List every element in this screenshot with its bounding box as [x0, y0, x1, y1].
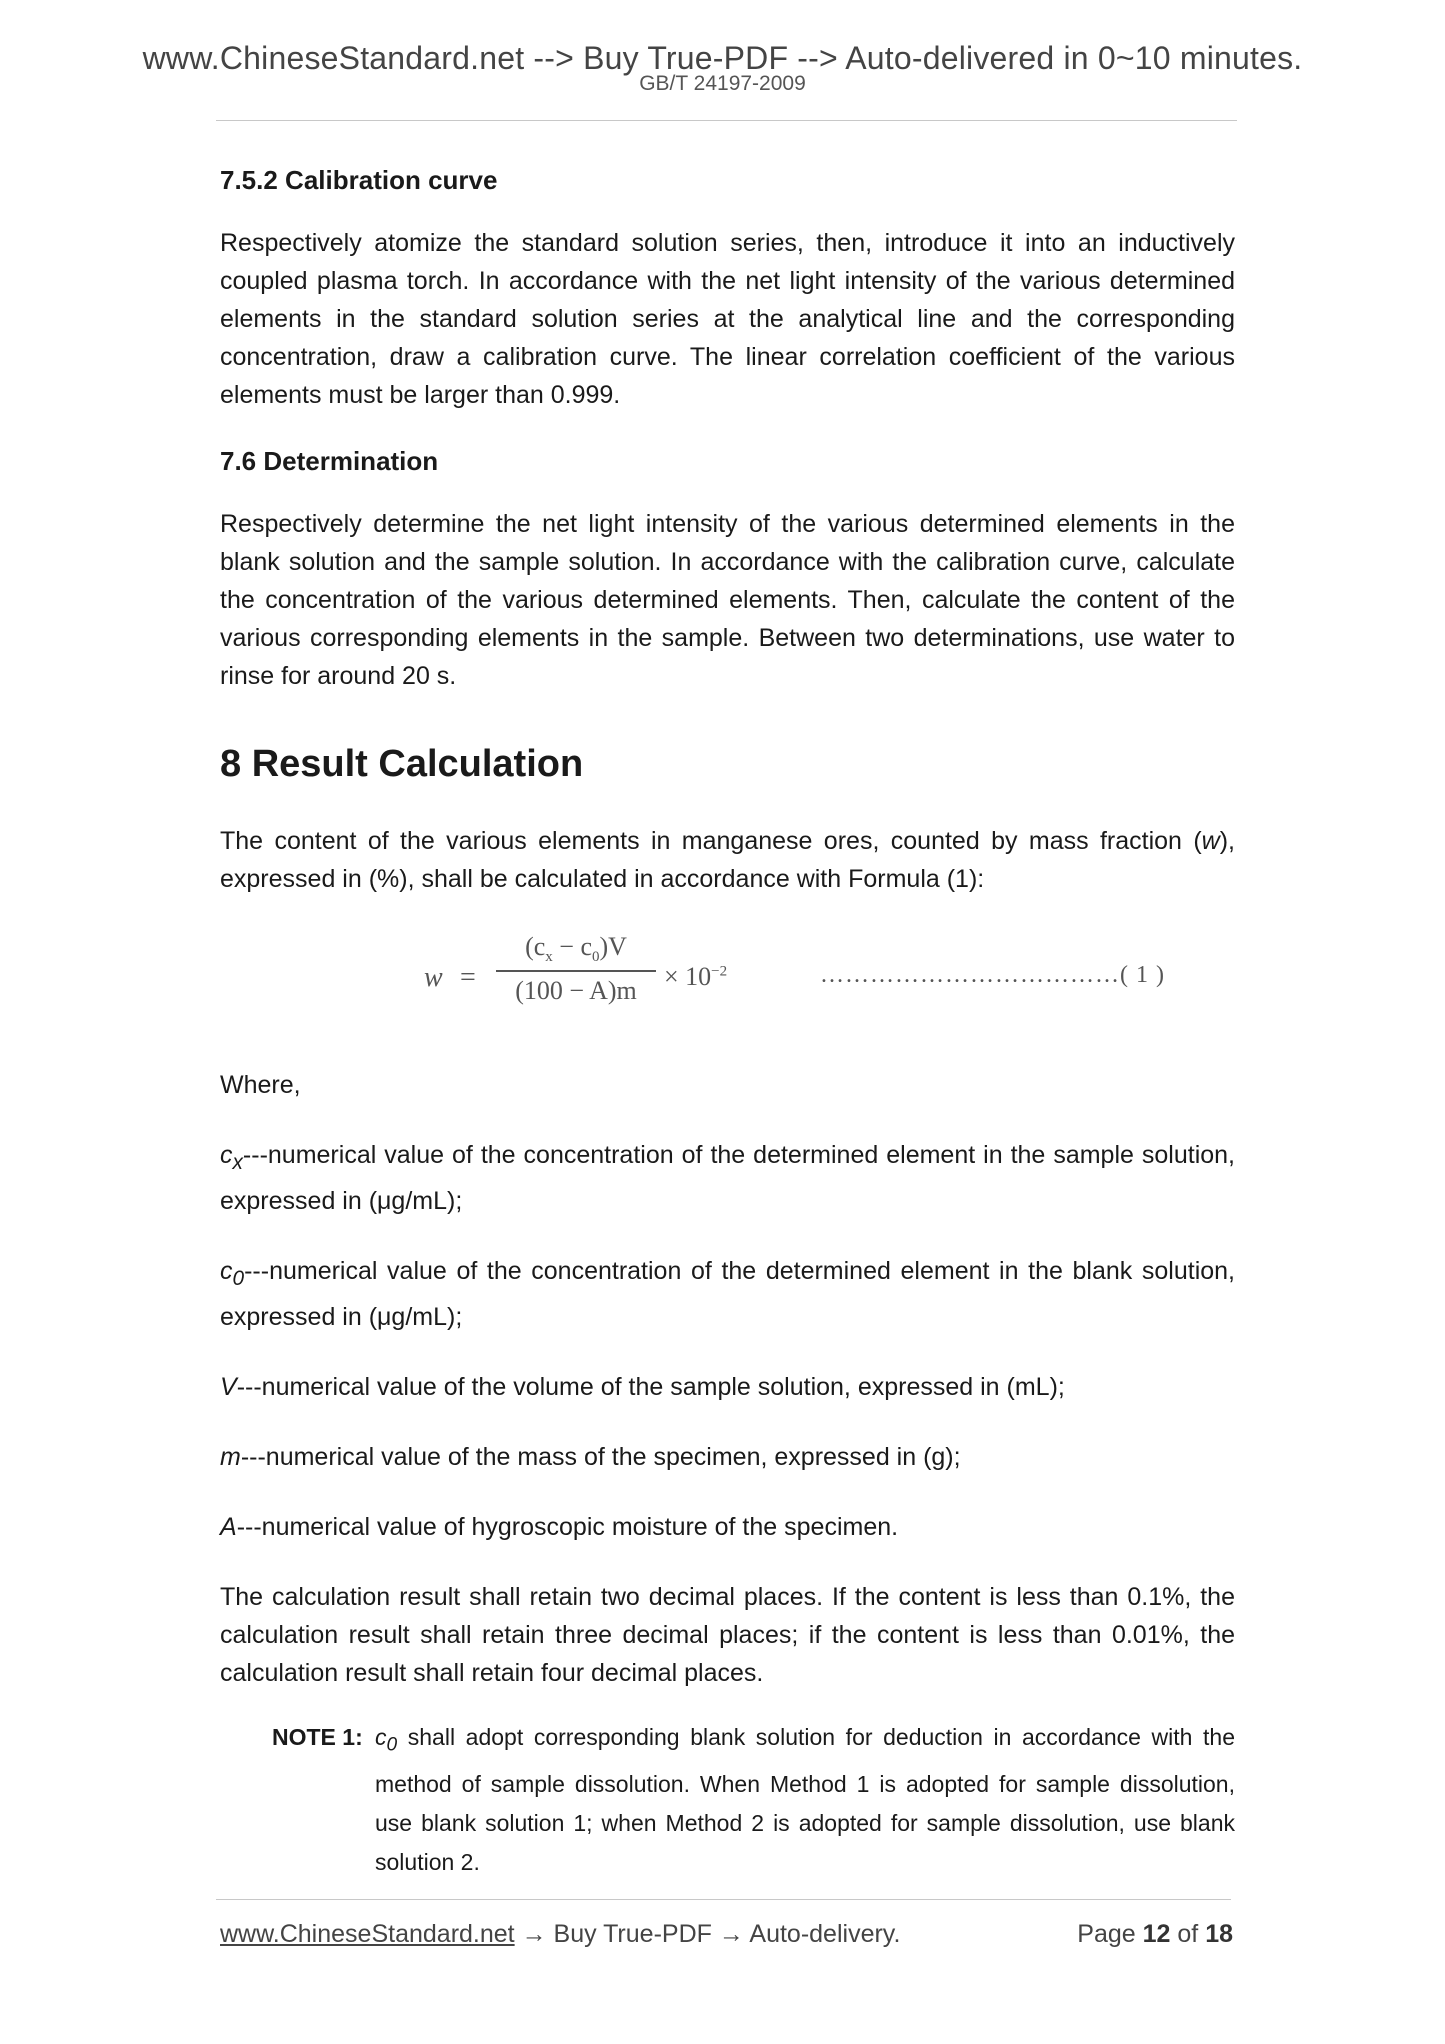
- footer-link[interactable]: www.ChineseStandard.net: [220, 1920, 515, 1948]
- section-8-title: 8 Result Calculation: [220, 743, 584, 785]
- note-1: [272, 1718, 1235, 1882]
- page-indicator: Page 12 of 18: [1077, 1920, 1233, 1948]
- page-content: [220, 165, 1235, 1882]
- formula-multiplier: × $10^{-2}$: [664, 962, 728, 991]
- section-7-5-2-text: Respectively atomize the standard solution series, then, introduce it into an inductively coupled plasma torch. In accordance with the net light intensity of the various determined elements in the standard solution series at the analytical line and the corresponding concentration, draw a calibration curve. The linear correlation coefficient of the various elements must be larger than 0.999.: [220, 229, 1235, 409]
- site-banner[interactable]: www.ChineseStandard.net --> Buy True-PDF --> Auto-delivered in 0~10 minutes.: [142, 40, 1303, 76]
- where-label: Where,: [220, 1071, 301, 1099]
- section-8-intro: The content of the various elements in manganese ores, counted by mass fraction (w), expressed in (%), shall be calculated in accordance with Formula (1):: [220, 827, 1235, 893]
- header-divider: [216, 120, 1237, 121]
- formula-fraction: [496, 932, 656, 1006]
- rounding-rule: The calculation result shall retain two decimal places. If the content is less than 0.1%, the calculation result shall retain three decimal places; if the content is less than 0.01%, the calculation result shall retain four decimal places.: [220, 1583, 1235, 1687]
- section-7-5-2-title: 7.5.2 Calibration curve: [220, 165, 498, 195]
- footer-promo: www.ChineseStandard.net → Buy True-PDF → Auto-delivery.: [220, 1920, 901, 1948]
- section-7-6-title: 7.6 Determination: [220, 446, 439, 476]
- formula-1: [220, 930, 1235, 1040]
- section-7-6-text: Respectively determine the net light intensity of the various determined elements in the blank solution and the sample solution. In accordance with the calibration curve, calculate the concentration of the various determined elements. Then, calculate the content of the various corresponding elements in the sample. Between two determinations, use water to rinse for around 20 s.: [220, 510, 1235, 690]
- where-a: A---numerical value of hygroscopic moisture of the specimen.: [220, 1513, 899, 1541]
- fraction-bar: [496, 970, 656, 972]
- where-v: V---numerical value of the volume of the sample solution, expressed in (mL);: [220, 1373, 1065, 1401]
- where-m: m---numerical value of the mass of the specimen, expressed in (g);: [220, 1443, 961, 1471]
- formula-lhs: w: [424, 962, 443, 993]
- where-c0: $c_0--$-numerical value of the concentration of the determined element in the blank solution, expressed in (μg/mL);: [220, 1257, 1235, 1331]
- formula-equals: =: [460, 962, 476, 993]
- formula-denominator: (100 − A)m: [515, 976, 637, 1005]
- standard-number: GB/T 24197-2009: [639, 72, 806, 95]
- note-label: NOTE 1:: [272, 1724, 363, 1750]
- where-cx: $c_x--$-numerical value of the concentration of the determined element in the sample solution, expressed in (μg/mL);: [220, 1141, 1235, 1215]
- note-text: $c_0$ shall adopt corresponding blank solution for deduction in accordance with the method of sample dissolution. When Method 1 is adopted for sample dissolution, use blank solution 1; when Method 2 is adopted for sample dissolution, use blank solution 2.: [375, 1724, 1235, 1875]
- formula-number: ………………………………( 1 ): [820, 962, 1165, 988]
- footer-divider: [216, 1899, 1231, 1900]
- formula-numerator: $(c_x - c_0)V$: [525, 932, 627, 966]
